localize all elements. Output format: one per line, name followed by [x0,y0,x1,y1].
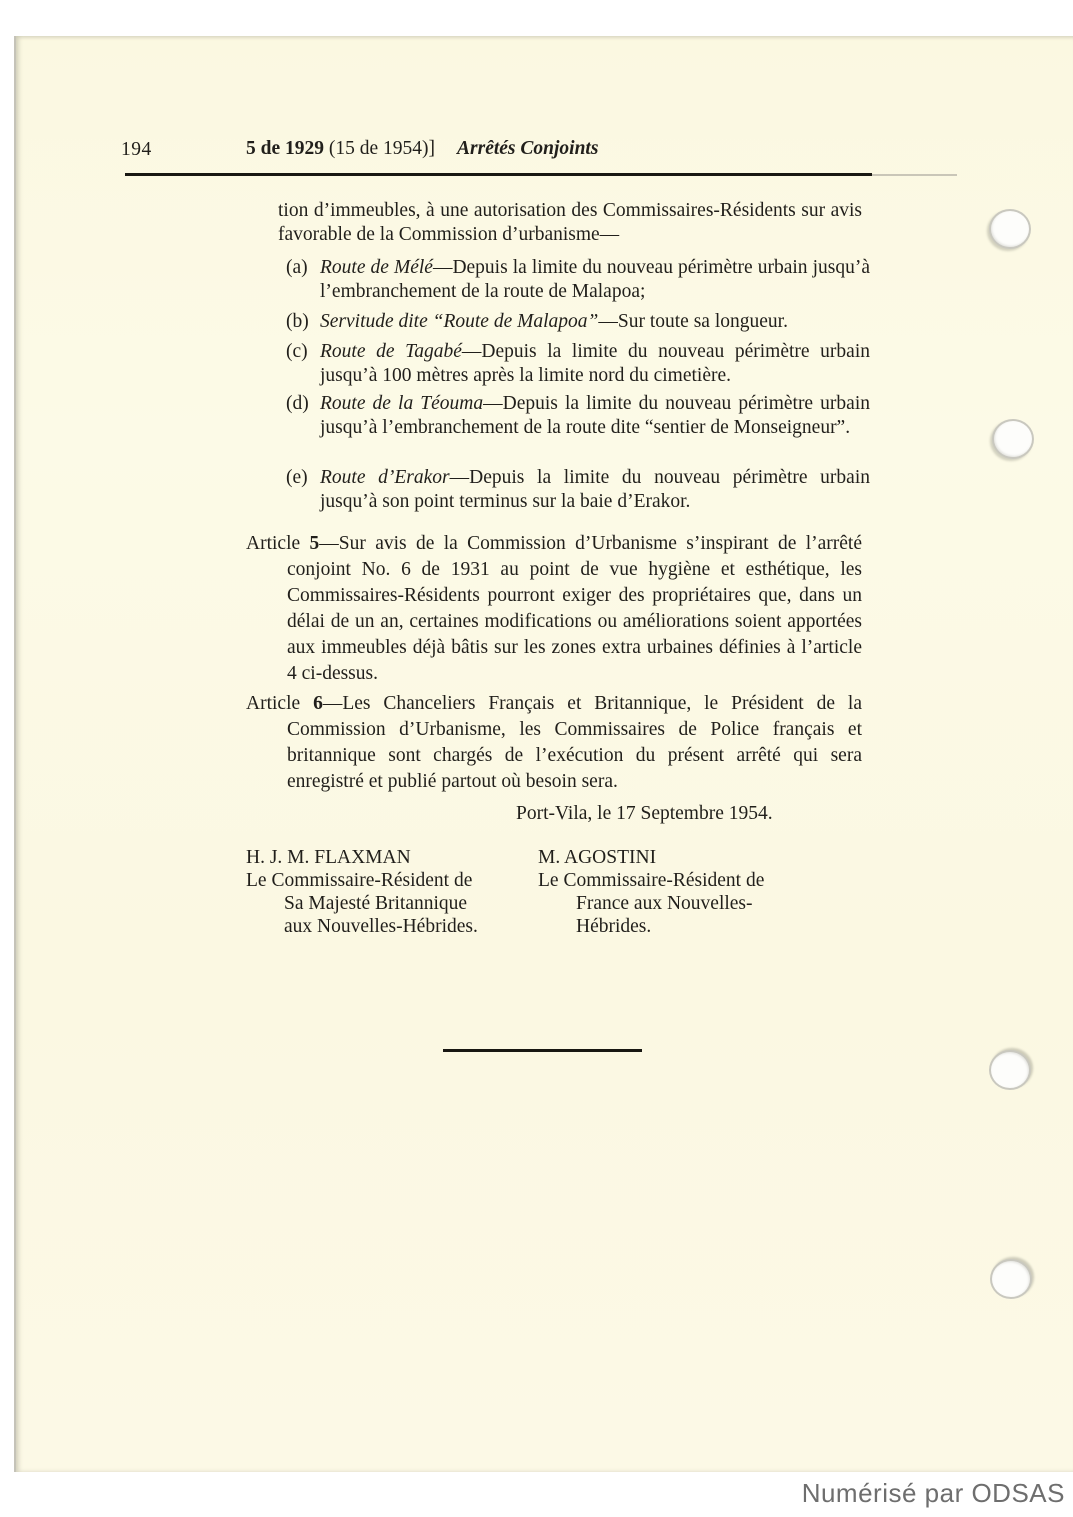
intro-paragraph: tion d’immeubles, à une autorisation des Commissaires-Résidents sur avis favorable de la Commission d’urbanisme— [278,200,862,245]
list-item-label: (b) [286,311,309,332]
signature-title-line: Le Commissaire-Résident de [538,870,765,891]
list-item-label: (d) [286,393,309,414]
list-item-body [320,392,870,440]
running-header [246,138,598,160]
punch-hole [989,1050,1031,1090]
header-title: Arrêtés Conjoints [457,138,599,159]
signature-title-line: Hébrides. [576,916,652,937]
article-number: 5 [309,533,320,554]
header-reference-rest: (15 de 1954)] [324,138,436,159]
header-rule-tail [872,174,957,176]
list-item-label: (e) [286,467,308,488]
list-item-label: (a) [286,257,308,278]
signature-block-british [246,846,516,938]
punch-hole [990,1259,1032,1299]
list-item-text: —Depuis la limite du nouveau périmètre urbain jusqu’à 100 mètres après la limite nord du cimetière. [320,341,870,386]
list-item-text: —Sur toute sa longueur. [598,311,788,332]
list-item-body [320,466,870,514]
article-label: Article [246,693,314,714]
signature-title-line: Le Commissaire-Résident de [246,870,473,891]
list-item-text: —Depuis la limite du nouveau périmètre urbain jusqu’à l’embranchement de la route de Malapoa; [320,257,870,302]
punch-hole [989,209,1031,249]
section-divider [443,1049,642,1052]
article-text: —Les Chanceliers Français et Britannique, le Président de la Commission d’Urbanisme, les Commissaires de Police français et britannique sont chargés de l’exécution du présent arrêté qui sera enregistré et publié partout où besoin sera. [287,693,862,792]
list-item-body [320,340,870,388]
list-item-body [320,256,870,304]
punch-hole [992,419,1034,459]
list-item [286,392,870,440]
road-name: Route de la Téouma [320,393,484,414]
signature-name: H. J. M. FLAXMAN [246,847,411,868]
list-item [286,466,870,514]
article-6-paragraph [246,691,862,795]
dateline: Port-Vila, le 17 Septembre 1954. [516,803,773,824]
article-5-paragraph [246,531,862,687]
signature-name: M. AGOSTINI [538,847,657,868]
list-item-body [320,310,870,334]
page-number: 194 [121,139,152,160]
article-number: 6 [313,693,323,714]
road-name: Route d’Erakor [320,467,450,488]
scan-watermark: Numérisé par ODSAS [801,1478,1065,1508]
signature-title-line: Sa Majesté Britannique [284,893,468,914]
signature-title-line: France aux Nouvelles- [576,893,753,914]
list-item-text: —Depuis la limite du nouveau périmètre urbain jusqu’à son point terminus sur la baie d’Erakor. [320,467,870,512]
list-item [286,340,870,388]
signature-block-french [538,846,808,938]
list-item-label: (c) [286,341,308,362]
list-item [286,310,870,334]
header-reference-bold: 5 de 1929 [246,138,324,159]
road-name: Route de Mélé [320,257,433,278]
list-item [286,256,870,304]
article-text: —Sur avis de la Commission d’Urbanisme s’inspirant de l’arrêté conjoint No. 6 de 1931 au point de vue hygiène et esthétique, les Commissaires-Résidents pourront exiger des propriétaires que, dans un délai de un an, certaines modifications ou améliorations soient apportées aux immeubles déjà bâtis sur les zones extra urbaines définies à l’article 4 ci-dessus. [287,533,862,684]
signature-title-line: aux Nouvelles-Hébrides. [284,916,478,937]
article-label: Article [246,533,310,554]
header-rule [125,173,872,176]
road-name: Route de Tagabé [320,341,462,362]
road-name: Servitude dite “Route de Malapoa” [320,311,599,332]
list-item-text: —Depuis la limite du nouveau périmètre urbain jusqu’à l’embranchement de la route dite “sentier de Monseigneur”. [320,393,870,438]
